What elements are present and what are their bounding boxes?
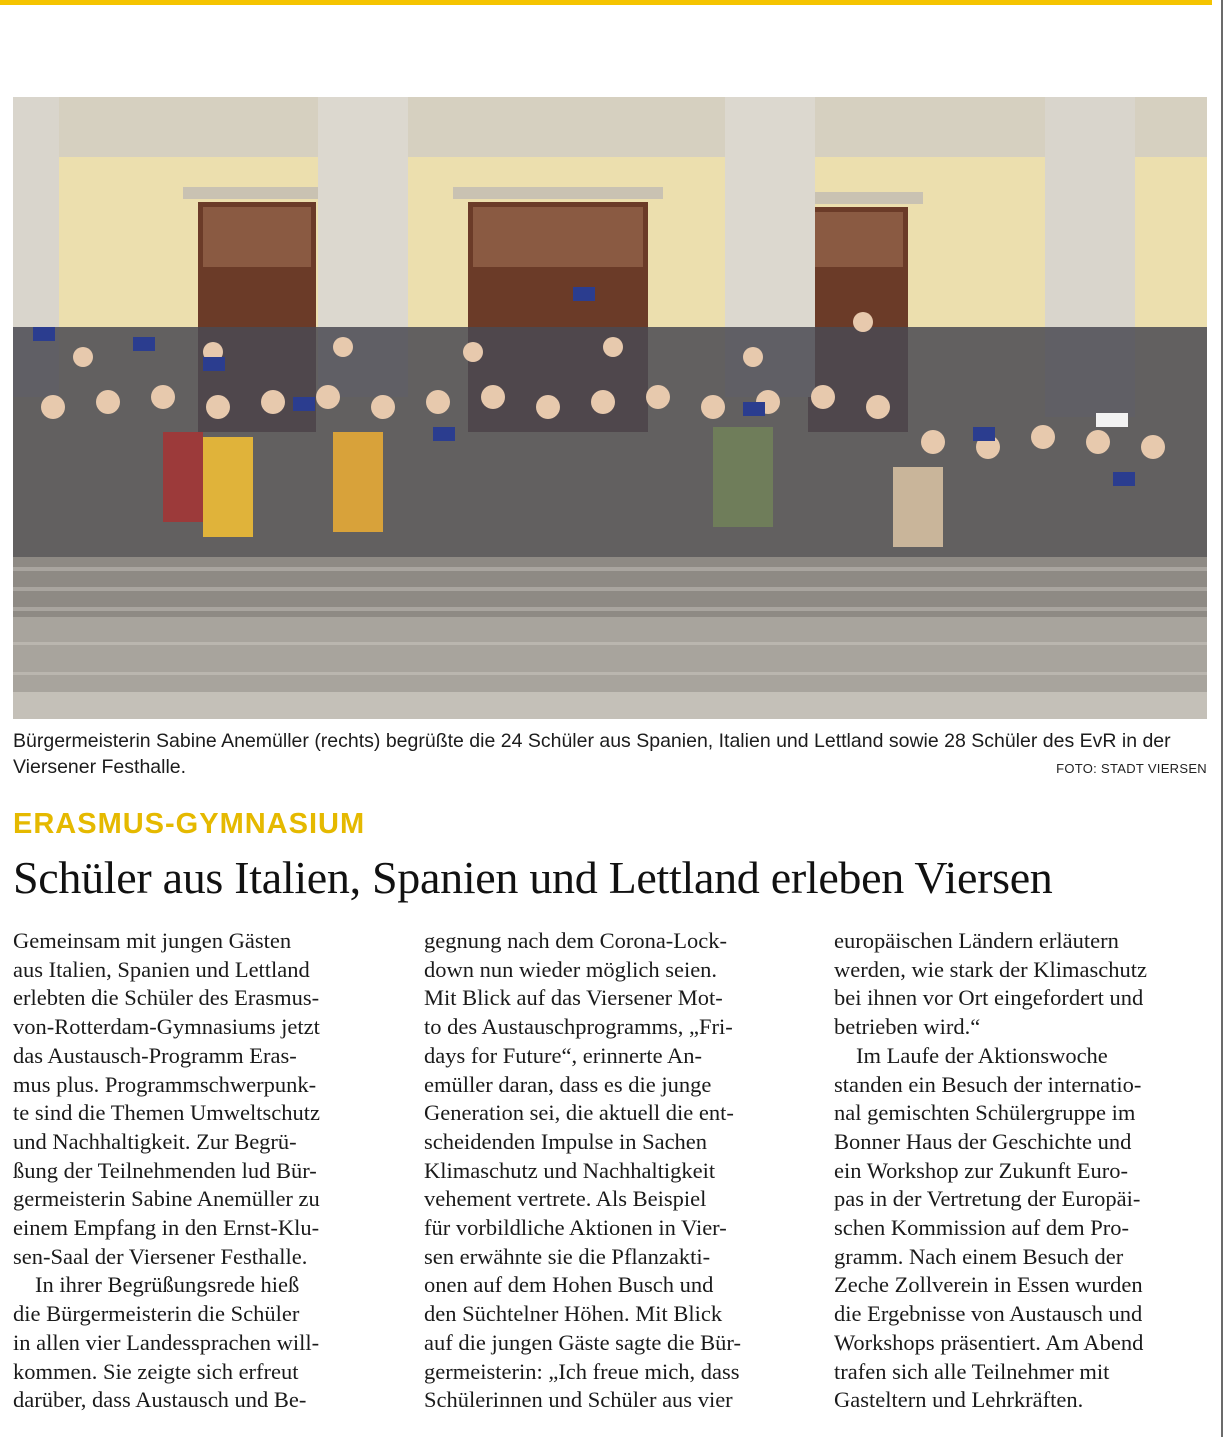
text-line: Im Laufe der Aktionswoche	[856, 1042, 1108, 1068]
text-line: Zeche Zollverein in Essen wurden	[834, 1272, 1143, 1298]
text-line: ßung der Teilnehmenden lud Bür-	[13, 1157, 317, 1183]
article-column-2	[424, 927, 799, 1415]
text-line: gramm. Nach einem Besuch der	[834, 1243, 1124, 1269]
text-line: Mit Blick auf das Viersener Mot-	[424, 985, 723, 1011]
text-line: werden, wie stark der Klimaschutz	[834, 956, 1148, 982]
article-column-3	[834, 927, 1209, 1415]
text-line: in allen vier Landessprachen will-	[13, 1329, 320, 1355]
text-line: Schülerinnen und Schüler aus vier	[424, 1387, 733, 1413]
text-line: sen-Saal der Viersener Festhalle.	[13, 1243, 308, 1269]
text-line: to des Austauschprogramms, „Fri-	[424, 1014, 733, 1040]
text-line: europäischen Ländern erläutern	[834, 928, 1119, 953]
text-line: erlebten die Schüler des Erasmus-	[13, 985, 320, 1011]
text-line: die Bürgermeisterin die Schüler	[13, 1301, 300, 1327]
text-line: von-Rotterdam-Gymnasiums jetzt	[13, 1014, 320, 1040]
text-line: Gemeinsam mit jungen Gästen	[13, 928, 292, 953]
text-line: Workshops präsentiert. Am Abend	[834, 1329, 1144, 1355]
text-line: betrieben wird.“	[834, 1014, 981, 1040]
text-line: aus Italien, Spanien und Lettland	[13, 956, 310, 982]
text-line: pas in der Vertretung der Europäi-	[834, 1186, 1141, 1212]
text-line: te sind die Themen Umweltschutz	[13, 1100, 321, 1126]
text-line: Gasteltern und Lehrkräften.	[834, 1387, 1084, 1413]
text-line: das Austausch-Programm Eras-	[13, 1042, 297, 1068]
text-line: die Ergebnisse von Austausch und	[834, 1301, 1143, 1327]
article-kicker: ERASMUS-GYMNASIUM	[13, 808, 366, 840]
text-line: für vorbildliche Aktionen in Vier-	[424, 1215, 727, 1241]
text-line: onen auf dem Hohen Busch und	[424, 1272, 714, 1298]
scrollbar-edge[interactable]	[1221, 0, 1223, 1437]
text-line: sen erwähnte sie die Pflanzakti-	[424, 1243, 711, 1269]
text-line: scheidenden Impulse in Sachen	[424, 1128, 708, 1154]
text-line: In ihrer Begrüßungsrede hieß	[35, 1272, 300, 1298]
text-line: nal gemischten Schülergruppe im	[834, 1100, 1136, 1126]
top-accent-bar	[0, 0, 1212, 5]
text-line: emüller daran, dass es die junge	[424, 1071, 712, 1097]
text-line: standen ein Besuch der internatio-	[834, 1071, 1142, 1097]
text-line: trafen sich alle Teilnehmer mit	[834, 1358, 1110, 1384]
text-line: germeisterin: „Ich freue mich, dass	[424, 1358, 740, 1384]
text-line: germeisterin Sabine Anemüller zu	[13, 1186, 320, 1212]
text-line: auf die jungen Gäste sagte die Bür-	[424, 1329, 741, 1355]
text-line: Klimaschutz und Nachhaltigkeit	[424, 1157, 716, 1183]
text-line: days for Future“, erinnerte An-	[424, 1042, 703, 1068]
text-line: gegnung nach dem Corona-Lock-	[424, 928, 728, 953]
text-line: down nun wieder möglich seien.	[424, 956, 718, 982]
text-line: darüber, dass Austausch und Be-	[13, 1387, 307, 1413]
text-line: ein Workshop zur Zukunft Euro-	[834, 1157, 1128, 1183]
photo-caption: Bürgermeisterin Sabine Anemüller (rechts) begrüßte die 24 Schüler aus Spanien, Italien und Lettland sowie 28 Schüler des EvR in der Viersener Festhalle.	[13, 730, 1171, 778]
text-line: Bonner Haus der Geschichte und	[834, 1128, 1132, 1154]
group-photo	[13, 97, 1207, 719]
group-photo-icon	[13, 97, 1207, 719]
text-line: vehement vertrete. Als Beispiel	[424, 1186, 707, 1212]
text-line: schen Kommission auf dem Pro-	[834, 1215, 1129, 1241]
text-line: den Süchtelner Höhen. Mit Blick	[424, 1301, 723, 1327]
text-line: bei ihnen vor Ort eingefordert und	[834, 985, 1144, 1011]
photo-credit: FOTO: STADT VIERSEN	[1056, 761, 1207, 776]
text-line: Generation sei, die aktuell die ent-	[424, 1100, 734, 1126]
article-headline: Schüler aus Italien, Spanien und Lettland erleben Viersen	[13, 852, 1053, 903]
article-column-1	[13, 927, 388, 1415]
text-line: mus plus. Programmschwerpunk-	[13, 1071, 317, 1097]
text-line: und Nachhaltigkeit. Zur Begrü-	[13, 1128, 297, 1154]
text-line: einem Empfang in den Ernst-Klu-	[13, 1215, 320, 1241]
text-line: kommen. Sie zeigte sich erfreut	[13, 1358, 299, 1384]
